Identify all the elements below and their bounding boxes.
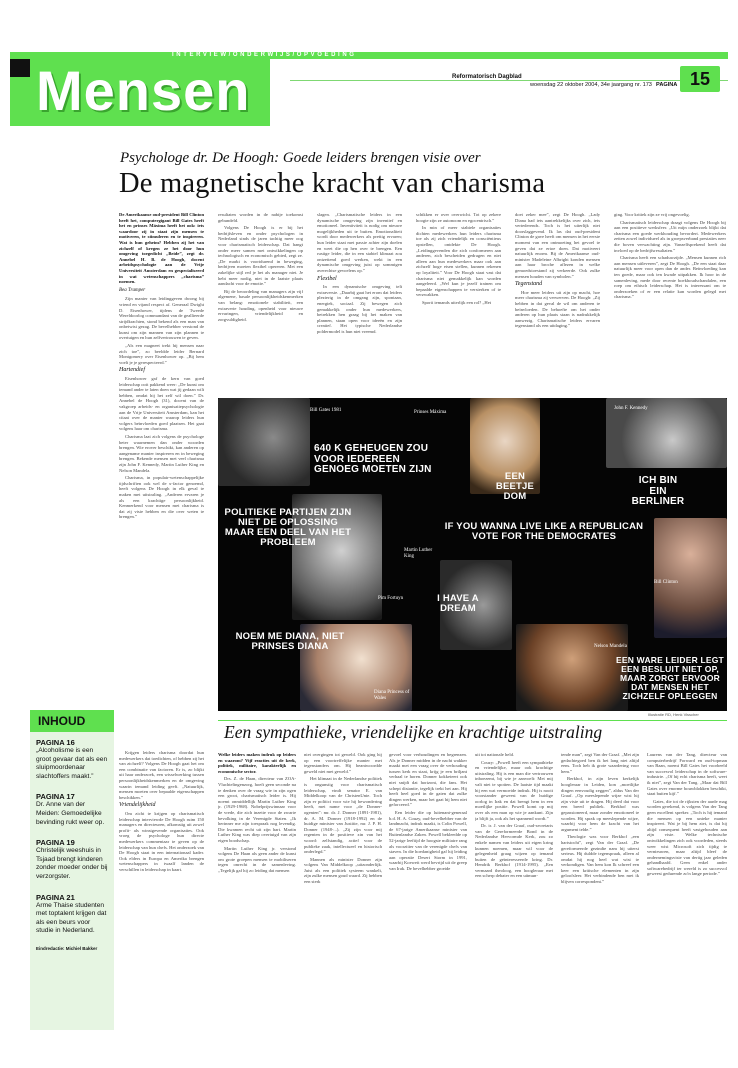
paragraph: niet overgingen tot geweld. Ook ging hij op een voortreffelijke manier met tegenstanders om. Hij beantwoordde geweld niet met geweld.”: [304, 752, 382, 774]
quote-kennedy: ICH BIN EIN BERLINER: [631, 475, 685, 507]
paragraph: Om zicht te krijgen op charismatisch leiderschap interviewde De Hoogh ruim 150 managers en directeuren, afkomstig uit zowel profit- als winstgevende organisaties. Ook vroeg de psychologe hun directe medewerkers commentaar te geven op de leiderschap van hun chefs. Het onderzoek van De Hoogh staat in een internationaal kader. Ook elders in Europa en Amerika brengen wetenschappers in twaalf landen de verschillen in leiderschap in kaart.: [119, 810, 204, 872]
article-column-7: [614, 212, 726, 362]
paragraph: Charisma, in populair-wetenschappelijke tijdschriften ook wel de x-factor genoemd, heeft volgens De Hoogh in elk geval te maken met uitstraling. „Anderen ervaren je als een krachtige persoonlijkheid. Kenmerkend voor mensen met charisma is dat zij visie hebben en die over weten te brengen.”: [119, 475, 204, 520]
contents-item[interactable]: [36, 738, 108, 781]
paragraph: Charismatisch leiderschap draagt volgens De Hoogh bij aan een positieve werksfeer. „Uit mijn onderzoek blijkt dat charisma een goede werkhouding bevordert. Medewerkers zetten zowel individueel als in groepsverband prestaties neer die boven verwachting zijn. Vanzelfsprekend heeft dat invloed op de bedrijfsresultaten.”: [614, 219, 726, 253]
subheading-hartendief: Hartendief: [119, 367, 145, 374]
paragraph: Eisenhower gaf de kern van goed leiderschap ooit pakkend weer: „De kunst om iemand ander te laten doen wat jij gedaan wilt hebben, omdat hij het zelf wil doen.” Dr. Annebel de Hoogh (31), docent van de vakgroep arbeids- en organisatiepsychologie aan de Vrije Universiteit Amsterdam, kan het citaat over de manier waarop leiders hun volgers beïnvloeden goed plaatsen. Het gaat volgens haar om charisma.: [119, 376, 204, 432]
article-column-3: [218, 212, 303, 362]
paragraph: Sporti iemands uiterlijk een rol? „Het: [422, 299, 492, 305]
paragraph: doet zeker mee”, zegt De Hoogh. „Lady Diana had iets aantrekkelijks over zich, iets vertederends. Toch is het uiterlijk niet doorslaggevend. Ik las dat oud-president Clinton de gave heeft om mensen in het eerste moment van een ontmoeting het gevoel te geven dat ze ertoe doen. Dat motiveert natuurlijk enorm. Bij de Amerikaanse oud-minister Madeleine Albright konden mensen aan haar broche aflezen in welke gemoedstoestand zij verkeerde. Ook zulke mensen houden van symbolen.”: [515, 212, 600, 279]
date-line: woensdag 22 oktober 2004, 34e jaargang nr. 173: [530, 82, 652, 88]
paragraph: Couzy: „Powell heeft een sympathieke en vriendelijke, maar ook krachtige uitstraling. Hij is een man die vertrouwen inboezemt, bij wie je aanvoelt: Met mij valt niet te spotten. De laatste tijd maakt hij een wat vermoeide indruk. Hij is nooit voorstander geweest van de huidige oorlog in Irak en dat brengt hem in een moeilijke positie. Powell komt op mij over als een man op wie je aankunt. Zijn ja blijft ja, ook als het spannend wordt.”: [475, 759, 553, 821]
second-column-4: [475, 752, 553, 1052]
article-headline: De magnetische kracht van charisma: [119, 168, 546, 199]
contents-item-page: PAGINA 17: [36, 792, 75, 802]
paragraph: Het klimaat in de Nederlandse politiek is ongunstig voor charismatisch leiderschap, vindt senator E. van Middelkoop van de ChristenUnie. Toch zijn er politici voor wie hij bewondering heeft, met name voor „de Donner-ogenten”: mr. dr. J. Donner (1891-1981), dr. A. M. Donner (1918-1992) en de huidige minister van Justitie, mr. J. P. H. Donner (1948-...). „Zij zijn voor mij regenten in de positieve zin van het woord: zelfstandig, actief voor de publieke zaak, intellectueel en historisch onderlegd.”: [304, 776, 382, 855]
article-column-5: [416, 212, 501, 362]
charisma-collage: [218, 398, 727, 711]
second-intro: Welke leiders maken indruk op leiders en waarom? Vijf reacties uit de kerk, politiek, militaire, karakterlijk en economische sector.: [218, 752, 296, 774]
paragraph: Charisma laat zich volgens de psychologe beter waarnemen dan onder woorden brengen. Wie erover beschikt, kan anderen op aangename manier inspireren en in beweging brengen. Bekende mensen met veel charisma zijn John F. Kennedy, Martin Luther King en Nelson Mandela.: [119, 433, 204, 473]
paragraph: Volgens De Hoogh is er bij het bedrijfsleven en onder psychologen in Nederland sinds de jaren tachtig meer oog voor charismatisch leiderschap. Dat hangt onder meer samen met ontwikkelingen op technologisch en economisch gebied, zegt ze. „De markt is voortdurend in beweging, bedrijven moeten flexibel opereren. Met een zakelijke stijl red je het als manager niet. Je hebt meer nodig, niet in de laatste plaats aandacht voor de emotie.”: [218, 225, 303, 287]
page-label: PAGINA: [656, 82, 678, 88]
paragraph: Gates, die tot de rijksten der aarde mag worden gerekend, is volgens Van der Tang geen excellent spreker. „Toch is hij iemand die mensen op een unieke manier inspireert. Wat je bij hem ziet, is dat hij altijd consequent heeft vastgehouden aan zijn visie. Welke technische ontwikkelingen zich ook voordeden, steeds weer wist Microsoft zich tijdig te vernieuwen, maar altijd bleef de ondernemingsvisie van dertig jaar geleden gehandhaafd. Geen enkel ander softwarebedrijf ter wereld is zo succesvol geweest gedurende zo'n lange periode.”: [647, 798, 727, 877]
section-tags: INTERVIEW/ONDERWIJS/OPVOEDING: [172, 51, 357, 58]
paragraph: uit tot nationale held.: [475, 752, 515, 757]
caption-mandela: Nelson Mandela: [594, 644, 627, 649]
second-column-1: [218, 752, 296, 1052]
photo-nelson-mandela: [516, 624, 628, 711]
article-column-4: [317, 212, 402, 362]
second-column-3: [389, 752, 467, 1052]
photo-bill-clinton: [654, 518, 727, 638]
caption-bill-gates: Bill Gates 1981: [310, 408, 342, 413]
paragraph: Hoe meer leiders uit zijn op macht, hoe meer charisma zij verwerven. De Hoogh: „Zij hebben in dat geval de wil om anderen te beïnvloeden. De behoefte om het onder anderen op hun plaats staan is nadrukkelijk aanwezig. Charismatische leiders ervaren tegenstand als een uitdaging.”: [515, 289, 600, 329]
caption-clinton: Bill Clinton: [654, 580, 678, 585]
subheading-flexibel: Flexibel: [317, 275, 337, 282]
paragraph: In een dynamische omgeving telt extraversie. „Daarbij gaat het erom dat leiders plezierig in de omgang zijn, spontaan, energiek, sociaal. Zij bewegen zich gemakkelijk onder hun medewerkers, betrekken hen graag bij het maken van plannen, staan open voor ideeën en zijn creatief. Het typische Nederlandse poldermodel is hun niet vreemd.: [317, 284, 402, 334]
caption-king: Martin Luther King: [404, 548, 433, 559]
contents-item-text: Arme Thaise studenten met toptalent krijgen dat als een beurs voor studie in Nederland.: [36, 901, 107, 935]
paragraph: Een leider die op luitenant-generaal b.d. H. A. Couzy, oud-bevelhebber van de landmacht, indruk maakt, is Colin Powell, de 67-jarige Amerikaanse minister van Buitenlandse Zaken. Powell bekleedde op 52-jarige leeftijd de hoogste militaire rang als voorzitter van de verenigde chefs van staven. In die hoedanigheid gaf hij leiding aan operatie Desert Storm in 1991, waarbij Koeweit werd bevrijd uit de greep van Irak. De bevelhebber groeide: [389, 809, 467, 871]
contents-credit: Eindredactie: Michiel Bakker: [36, 945, 98, 951]
second-column-2: [304, 752, 382, 1052]
header-thin-rule: [290, 80, 728, 81]
second-headline: Een sympathieke, vriendelijke en krachtige uitstraling: [224, 722, 603, 742]
article-column-1: [119, 212, 204, 748]
subheading-vriendelijkheid: Vriendelijkheid: [119, 802, 156, 809]
article-kicker: Psychologe dr. De Hoogh: Goede leiders brengen visie over: [120, 150, 481, 166]
quote-maxima: EEN BEETJE DOM: [495, 471, 535, 502]
paragraph: gevoel voor verhoudingen en begrenzen. Als je Donner midden in de nacht wakker maakt met een vraag over de verhouding tussen kerk en staat, krijg je een briljant verhaal te horen. Donner kokketeert ook niet snijdt dat horizont, die fans. Het schept distantie, tegelijk trekt het aan. Hij heeft heel goed in de gaten dat zulke dingen werken, maar het gaat hij hem niet geforceerd.”: [389, 752, 467, 808]
contents-sidebar: [30, 710, 114, 1030]
paragraph: tende man”, zegt Van der Graaf. „Met zijn gedachtegoed ben ik het lang niet altijd eens. Toch heb ik grote waardering voor hem.”: [561, 752, 639, 774]
photo-bill-gates: [218, 398, 310, 486]
page-number: 15: [689, 69, 711, 89]
collage-credit: Illustratie RD, Henk Visscher: [648, 712, 699, 717]
contents-title: INHOUD: [38, 714, 86, 728]
caption-maxima: Prinses Máxima: [414, 410, 447, 415]
paragraph: Martin Luther King jr. verstond volgens De Haan als geen ander de kunst om grote groepen mensen te mobiliseren tegen onrecht in de samenleving. „Tegelijk gaf hij zo leiding dat mensen: [218, 845, 296, 873]
paragraph: ging. Voor kritiek zijn ze vrij ongevoelig.: [614, 212, 690, 217]
paragraph: schikken er over overwicht. Tot op zekere hoogte zijn ze autonoom en egocentrisch.”: [416, 212, 501, 223]
contents-item[interactable]: [36, 792, 108, 827]
subheading-tegenstand: Tegenstand: [515, 281, 543, 288]
contents-item-text: Dr. Anne van der Meiden: Gemoedelijke bevinding rukt weer op.: [36, 801, 105, 826]
second-column-5: [561, 752, 639, 1052]
caption-diana: Diana Princess of Wales: [374, 690, 410, 701]
quote-mandela: EEN WARE LEIDER LEGT EEN BESLUIT NIET OP, MAAR ZORGT ERVOOR DAT MENSEN HET ZICHZELF OPLEGGEN: [616, 655, 724, 701]
second-headline-rule: [218, 720, 727, 721]
contents-item-page: PAGINA 16: [36, 738, 75, 747]
paragraph: Zijn manier van leidinggeven dwong bij vriend en vijand respect af. Generaal Dwight D. Eisenhower, tijdens de Tweede Wereldoorlog commandant van de geallieerde strijdkrachten, stond bekend als een man van onbetwist gezag. De bevelhebber verstond de kunst om zijn mannen van zijn plannen te overtuigen en hun zelfvertrouwen te geven.: [119, 296, 204, 341]
section-title: Mensen: [36, 59, 251, 122]
paragraph: Bij de beoordeling van managers zijn vijf algemene, basale persoonlijkheidskenmerken van belang: emotionele stabiliteit, een extraverte houding, openheid voor nieuwe ervaringen, vriendelijkheid en zorgvuldigheid.: [218, 288, 303, 322]
contents-item[interactable]: [36, 893, 108, 936]
contents-item-text: „Alcoholisme is een groot gevaar dat als een sluipmoordenaar slachtoffers maakt.”: [36, 747, 108, 780]
contents-item-text: Christelijk weeshuis in Tsjaad brengt kinderen zonder moeder onder bij verzorgster.: [36, 847, 108, 880]
paragraph: Laurens van der Tang, directeur van computerbedrijf Forward en oud-topman van Baan, noemt Bill Gates het voorbeeld van succesvol leiderschap in de software-industrie. „Of hij echt charisma heeft, weet ik niet”, zegt Van der Tang. „Maar dat Bill Gates over enorme bouwblokken beschikt, staat buiten kijf.”: [647, 752, 727, 797]
paragraph: In min of meer stabiele organisaties dichten medewerkers hun leiders charisma toe als zij zich vriendelijk en consciëntieus opstellen, ontdekte De Hoogh. „Leidinggevenden die zich conformeren aan anderen, zich bescheiden gedragen en niet alleen aan hun medewerkers maar ook aan zichzelf hoge eisen stellen, kunnen rekenen op loyaliteit.” Voor De Hoogh staat vast dat charisma niet gemakkelijk kan worden aangeleerd. „Wel kun je jezelf trainen om bepaalde eigenschappen te versterken of te verzwakken.: [416, 225, 501, 298]
quote-fortuyn: POLITIEKE PARTIJEN ZIJN NIET DE OPLOSSING MAAR EEN DEEL VAN HET PROBLEEM: [224, 507, 352, 548]
quote-king: I HAVE A DREAM: [437, 593, 479, 614]
paragraph: Dr. ir. J. van der Graaf, oud-secretaris van de Gereformeerde Bond in de Nederlandse Hervormde Kerk, zou zo enkele namen van leiders uit eigen kring kunnen noemen, maar wil voor de gelegenheid graag wijzen op iemand buiten de geïnteresseerde kring. Dr. Hendrik Berkhof (1914-1995). „Een vermaard theoloog, een hoogleraar met een scherp debater en een uitmun-: [475, 823, 553, 879]
quote-bill-gates: 640 K GEHEUGEN ZOU VOOR IEDEREEN GENOEG MOETEN ZIJN: [314, 443, 432, 475]
contents-item-page: PAGINA 21: [36, 892, 75, 902]
paragraph: Krijgen leiders charisma doordat hun medewerkers dat toedichten, of hebben zij het van zichzelf? Volgens De Hoogh gaat het om een combinatie van factoren. Er is, zo blijkt uit haar onderzoek, een wisselwerking tussen persoonlijkheidskenmerken en de omgeving waarin iemand leiding geeft. „Natuurlijk, mensen moeten over bepaalde eigenschappen beschikken.”: [119, 750, 204, 800]
quote-clinton: IF YOU WANNA LIVE LIKE A REPUBLICAN VOTE FOR THE DEMOCRATES: [444, 521, 644, 542]
article-byline: Bea Tramper: [119, 287, 146, 293]
contents-item-page: PAGINA 19: [36, 838, 75, 848]
article-column-6: [515, 212, 600, 362]
paragraph: resultaten worden in de nabije toekomst gebundeld.: [218, 212, 303, 223]
paragraph: Berkhof, in zijn leven kerkelijk hoogleraar in Leiden, kon „moeilijke dingen eenvoudig zeggen”, aldus Van der Graaf. „Op meeslepende wijze wist hij zijn visie uit te dragen. Hij deed dat voor een breed publiek. Berkhof was gepassioneerd, maar zonder emotioneel te worden. Hij sprak op meeslepende wijze, waarbij voor hem de kracht van het argument telde.”: [561, 776, 639, 832]
caption-kennedy: John F. Kennedy: [614, 406, 648, 411]
paragraph: „Als een magneet trekt hij mensen naar zich toe”, zo beeldde leider Bernard Montgomery over Eisenhower op. „Bij hem voelt je je gerespecteerd.”: [119, 343, 204, 365]
paragraph: Charisma heeft een schaduwzijde. „Mensen kunnen rich aan mensen uitleveren”, zegt De Hoogh. „De een staat daar natuurlijk meer voor open dan de ander. Beïnvloeding kan ten goede, maar ook ten kwade uitpakken. Ik hoor in de samenleving, mede door recente boekhoudschandalen, een roep om ethisch leiderschap. Het is interessant om te onderzoeken of er een relatie kan worden gelegd met charisma.”: [614, 255, 726, 300]
paragraph: Mannen als minister Donner zijn volgens Van Middelkoop „uitzonderlijk. Juist als een politiek systeem wankelt, zijn zulke mensen goud waard. Zij hebben een sterk: [304, 856, 382, 885]
paragraph: Drs. Z. de Haan, directeur van ZOA-Vluchtelingenzorg, hoeft geen seconde na te denken over de vraag wie in zijn ogen een groot, charismatisch leider is. Hij noemt onmiddellijk Martin Luther King jr. (1929-1968). Nobelprijswinnaar voor de vrede, die zich inzette voor de zwarte bevolking in de Verenigde Staten. „Ik herinner me zijn toespraak nog levendig. Die kwamen recht uit zijn hart. Martin Luther King was diep overtuigd van zijn eigen boodschap.: [218, 776, 296, 843]
quote-diana: NOEM ME DIANA, NIET PRINSES DIANA: [235, 631, 345, 652]
section-black-block: [10, 59, 30, 77]
contents-item[interactable]: [36, 838, 108, 881]
second-column-6: [647, 752, 727, 1052]
contents-title-band: [30, 710, 114, 732]
caption-fortuyn: Pim Fortuyn: [378, 596, 404, 601]
article-column-2: [119, 750, 204, 1050]
paragraph: Theologie was voor Berkhof „een hartstocht”, zegt Van der Graaf. „De gereformeerde gezindte nam hij uiterst serieus. Hij duldde tegenspraak, alleen al omdat hij nog heel wat wist te verkondigen. Van hem kon Ik schreef een keer een kritische elementen in zijn geloofsleer. Het verbindende ben met ik blijven correspondent.”: [561, 834, 639, 885]
paragraph: slagen. „Charismatische leiders in een dynamische omgeving zijn inventief en emotioneel. Inventiviteit is nodig om nieuwe mogelijkheden uit te buiten. Emotionaliteit wordt door medewerkers als prettig ervaren; hun leider staat met passie achter zijn doelen en weet die op hen over te brengen. Een rustige leider, die in een stabiel klimaat zou ontzettend goed werken, wekt in een dynamische omgeving juist op sommigen averechtse gevoelens op.”: [317, 212, 402, 273]
newspaper-name: Reformatorisch Dagblad: [452, 74, 522, 80]
article-intro: De Amerikaanse oud-president Bill Clinton heeft het, computergigant Bill Gates heeft het en prinses Máxima heeft het ook: iets waardoor zij in staat zijn mensen te motiveren, te stimuleren en te inspireren. Wat is hun geheim? Hebben zij het van zichzelf of kregen ze het door hun omgeving toegedicht „Beide”, zegt dr. Annebel H. B. de Hoogh, docent arbeidspsychologie aan de Vrije Universiteit Amsterdam en gespecialiseerd in wat wetenschappers „charisma” noemen.: [119, 212, 204, 285]
